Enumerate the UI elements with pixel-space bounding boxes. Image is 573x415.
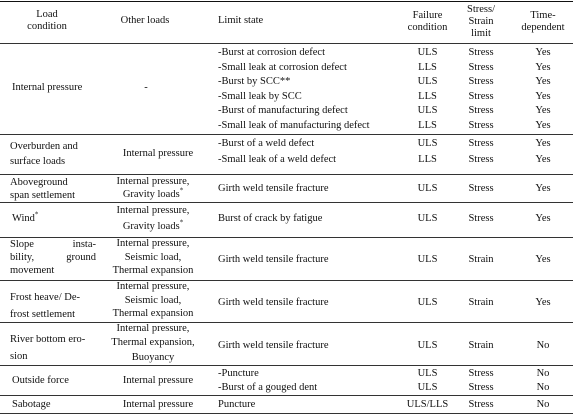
failure-condition-cell: ULS: [417, 138, 438, 149]
load-slope: Slope insta- bility, ground movement: [10, 239, 96, 276]
limit-state-cell: -Small leak by SCC: [218, 90, 302, 102]
time-dependent-cell: No: [536, 368, 550, 379]
limit-state-cell: -Burst of a weld defect: [218, 138, 315, 149]
other-sabotage: Internal pressure: [122, 399, 194, 410]
failure-condition-cell: ULS: [417, 47, 438, 58]
failure-condition-cell: LLS: [418, 119, 437, 131]
time-dependent-cell: Yes: [535, 138, 551, 149]
failure-condition-cell: LLS: [418, 61, 437, 73]
header-failure-condition: Failure condition: [407, 10, 448, 33]
time-dependent-cell: No: [536, 382, 550, 393]
header-limit-state: Limit state: [218, 15, 264, 26]
time-dependent-cell: Yes: [535, 76, 551, 87]
load-sabotage: Sabotage: [12, 399, 51, 410]
header-time-dependent: Time- dependent: [521, 10, 565, 33]
other-slope: Internal pressure, Seismic load, Thermal expansion: [112, 238, 194, 276]
row-rule: [0, 134, 573, 135]
row-rule: [0, 280, 573, 281]
failure-condition-cell: ULS: [417, 382, 438, 393]
time-river: No: [536, 340, 550, 351]
time-slope: Yes: [535, 254, 551, 265]
other-frost: Internal pressure, Seismic load, Thermal expansion: [112, 281, 194, 319]
row-rule: [0, 202, 573, 203]
row-rule: [0, 395, 573, 396]
table-top-rule: [0, 1, 573, 2]
stress-strain-cell: Stress: [468, 368, 494, 379]
limit-wind: Burst of crack by fatigue: [218, 213, 323, 224]
header-stress-strain: Stress/ Strain limit: [466, 4, 495, 39]
time-dependent-cell: Yes: [535, 90, 551, 102]
load-wind: Wind*: [12, 210, 39, 224]
limit-state-cell: -Burst of manufacturing defect: [218, 105, 348, 116]
ss-aboveground: Stress: [468, 183, 494, 194]
time-dependent-cell: Yes: [535, 154, 551, 165]
limit-state-cell: -Small leak of manufacturing defect: [218, 119, 370, 131]
limit-aboveground: Girth weld tensile fracture: [218, 183, 329, 194]
ss-frost: Strain: [468, 297, 494, 308]
time-wind: Yes: [535, 213, 551, 224]
fail-wind: ULS: [417, 213, 438, 224]
ss-sabotage: Stress: [468, 399, 494, 410]
limit-state-cell: -Burst by SCC**: [218, 76, 291, 87]
failure-condition-cell: LLS: [418, 154, 437, 165]
load-aboveground: Aboveground span settlement: [10, 177, 76, 201]
failure-condition-cell: ULS: [417, 76, 438, 87]
stress-strain-cell: Stress: [468, 90, 494, 102]
ss-wind: Stress: [468, 213, 494, 224]
load-frost: Frost heave/ De- frost settlement: [10, 292, 80, 320]
header-load-condition: Load condition: [27, 9, 67, 32]
stress-strain-cell: Stress: [468, 154, 494, 165]
other-outside: Internal pressure: [122, 375, 194, 386]
load-river: River bottom ero- sion: [10, 334, 86, 362]
other-internal-pressure: -: [144, 82, 148, 93]
fail-river: ULS: [417, 340, 438, 351]
stress-strain-cell: Stress: [468, 47, 494, 58]
load-overburden: Overburden and surface loads: [10, 141, 78, 167]
other-river: Internal pressure, Thermal expansion, Buoyancy: [111, 323, 195, 363]
ss-slope: Strain: [468, 254, 494, 265]
limit-river: Girth weld tensile fracture: [218, 340, 329, 351]
fail-sabotage: ULS/LLS: [406, 399, 449, 410]
load-outside: Outside force: [12, 375, 69, 386]
time-frost: Yes: [535, 297, 551, 308]
fail-aboveground: ULS: [417, 183, 438, 194]
failure-condition-cell: LLS: [418, 90, 437, 102]
table-bottom-rule: [0, 413, 573, 414]
header-other-loads: Other loads: [120, 15, 170, 26]
time-dependent-cell: Yes: [535, 105, 551, 116]
time-dependent-cell: Yes: [535, 47, 551, 58]
time-dependent-cell: Yes: [535, 119, 551, 131]
stress-strain-cell: Stress: [468, 76, 494, 87]
limit-state-cell: -Puncture: [218, 368, 259, 379]
stress-strain-cell: Stress: [468, 119, 494, 131]
load-internal-pressure: Internal pressure: [12, 82, 83, 93]
row-rule: [0, 322, 573, 323]
limit-state-cell: -Small leak of a weld defect: [218, 154, 337, 165]
time-sabotage: No: [536, 399, 550, 410]
other-aboveground: Internal pressure, Gravity loads*: [116, 176, 190, 200]
fail-slope: ULS: [417, 254, 438, 265]
header-rule: [0, 43, 573, 44]
limit-state-cell: -Burst at corrosion defect: [218, 47, 326, 58]
other-overburden: Internal pressure: [122, 148, 194, 159]
fail-frost: ULS: [417, 297, 438, 308]
ss-river: Strain: [468, 340, 494, 351]
row-rule: [0, 174, 573, 175]
row-rule: [0, 365, 573, 366]
limit-sabotage: Puncture: [218, 399, 256, 410]
stress-strain-cell: Stress: [468, 382, 494, 393]
time-dependent-cell: Yes: [535, 61, 551, 73]
failure-condition-cell: ULS: [417, 105, 438, 116]
time-aboveground: Yes: [535, 183, 551, 194]
other-wind: Internal pressure, Gravity loads*: [116, 205, 190, 232]
stress-strain-cell: Stress: [468, 105, 494, 116]
limit-slope: Girth weld tensile fracture: [218, 254, 329, 265]
limit-state-cell: -Burst of a gouged dent: [218, 382, 318, 393]
stress-strain-cell: Stress: [468, 61, 494, 73]
stress-strain-cell: Stress: [468, 138, 494, 149]
limit-frost: Girth weld tensile fracture: [218, 297, 329, 308]
limit-state-cell: -Small leak at corrosion defect: [218, 61, 347, 73]
failure-condition-cell: ULS: [417, 368, 438, 379]
